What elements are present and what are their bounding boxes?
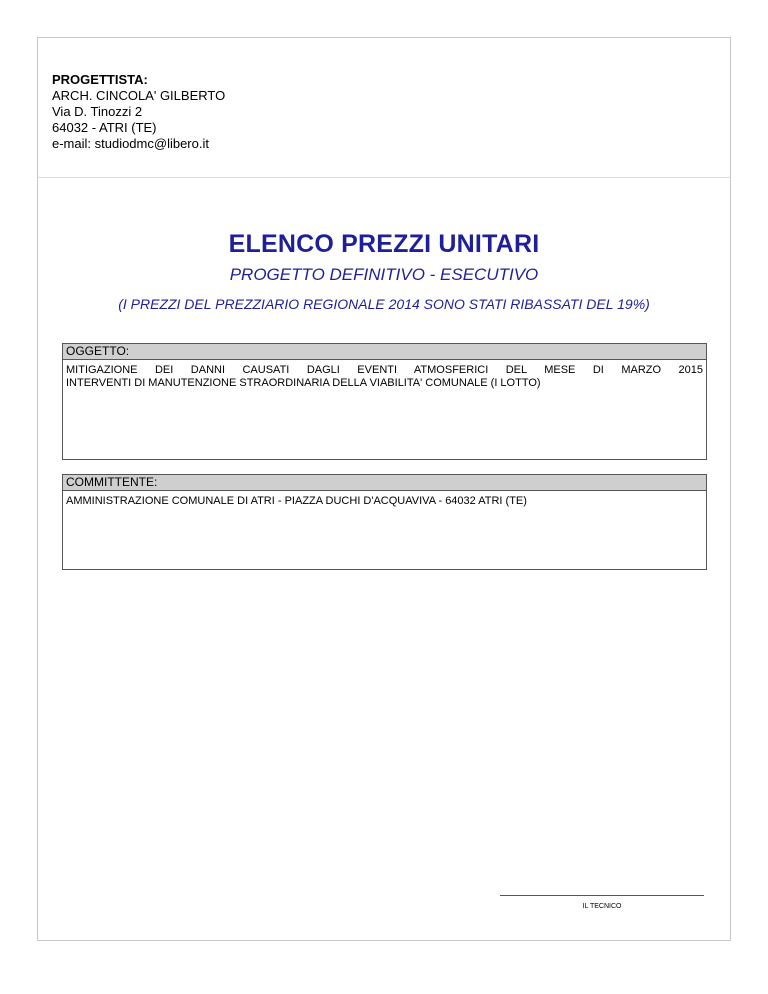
oggetto-line-1: MITIGAZIONE DEI DANNI CAUSATI DAGLI EVENTI ATMOSFERICI DEL MESE DI MARZO 2015	[66, 364, 703, 376]
designer-city: 64032 - ATRI (TE)	[52, 120, 157, 135]
committente-label: COMMITTENTE:	[63, 475, 706, 491]
signature-label: IL TECNICO	[582, 903, 622, 910]
designer-title: PROGETTISTA:	[52, 72, 148, 87]
committente-box	[62, 474, 707, 570]
signature-line	[500, 895, 704, 896]
document-page	[37, 37, 731, 941]
document-title: ELENCO PREZZI UNITARI	[228, 230, 540, 258]
price-note: (I PREZZI DEL PREZZIARIO REGIONALE 2014 SONO STATI RIBASSATI DEL 19%)	[118, 296, 650, 312]
oggetto-label: OGGETTO:	[63, 344, 706, 360]
designer-email: e-mail: studiodmc@libero.it	[52, 136, 209, 151]
designer-block	[52, 72, 225, 152]
oggetto-body	[63, 360, 706, 390]
designer-address: Via D. Tinozzi 2	[52, 104, 143, 119]
designer-name: ARCH. CINCOLA' GILBERTO	[52, 88, 226, 103]
document-subtitle: PROGETTO DEFINITIVO - ESECUTIVO	[229, 265, 539, 284]
header-divider	[38, 177, 730, 178]
oggetto-line-2: INTERVENTI DI MANUTENZIONE STRAORDINARIA DELLA VIABILITA' COMUNALE (I LOTTO)	[66, 377, 541, 389]
committente-body: AMMINISTRAZIONE COMUNALE DI ATRI - PIAZZA DUCHI D'ACQUAVIVA - 64032 ATRI (TE)	[66, 495, 527, 507]
oggetto-box	[62, 343, 707, 460]
